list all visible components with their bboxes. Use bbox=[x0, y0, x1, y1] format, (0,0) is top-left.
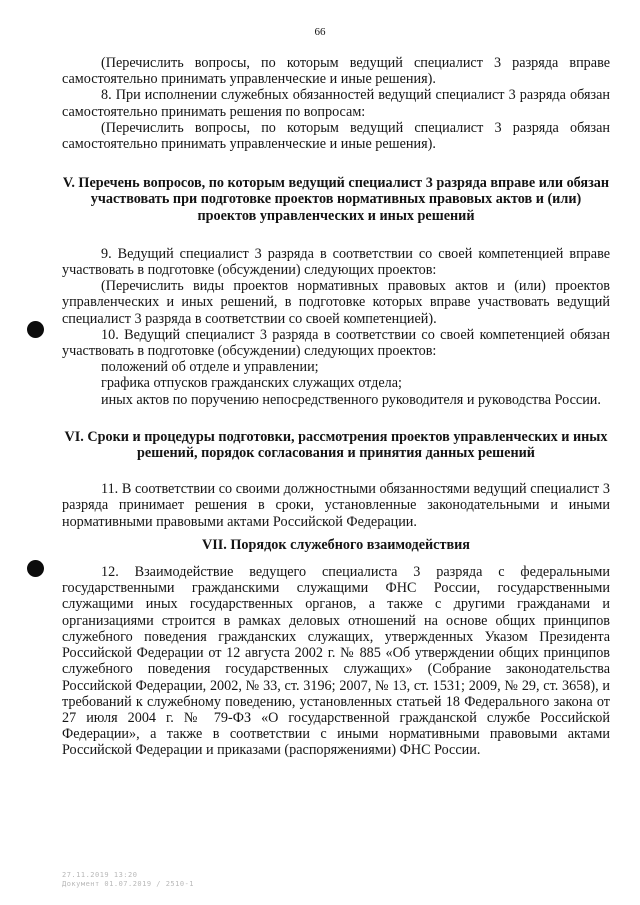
paragraph-enumerate-duties: (Перечислить вопросы, по которым ведущий специалист 3 разряда обязан самостоятельно принимать управленческие и иные решения). bbox=[62, 119, 610, 153]
scan-document-id: Документ 01.07.2019 / 2510-1 bbox=[62, 880, 195, 888]
section-heading-vii: VII. Порядок служебного взаимодействия bbox=[202, 536, 470, 553]
binder-hole-mark-upper bbox=[27, 321, 44, 338]
binder-hole-mark-lower bbox=[27, 560, 44, 577]
paragraph-11: 11. В соответствии со своими должностными обязанностями ведущий специалист 3 разряда принимает решения в сроки, установленные законодательными и иными нормативными правовыми актами Российской Федерации. bbox=[62, 481, 610, 530]
list-item-regulations: положений об отделе и управлении; bbox=[101, 359, 319, 376]
page-number: 66 bbox=[314, 26, 326, 38]
list-item-vacation-schedule: графика отпусков гражданских служащих отдела; bbox=[101, 375, 402, 392]
paragraph-12: 12. Взаимодействие ведущего специалиста 3 разряда с федеральными государственными гражданскими служащими ФНС России, государственными служащими иных государственных органов, а также с другими гражданами и организациями строится в рамках деловых отношений на основе общих принципов служебного поведения гражданских служащих, утвержденных Указом Президента Российской Федерации от 12 августа 2002 г. № 885 «Об утверждении общих принципов служебного поведения государственных служащих» (Собрание законодательства Российской Федерации, 2002, № 33, ст. 3196; 2007, № 13, ст. 1531; 2009, № 29, ст. 3658), и требований к служебному поведению, установленных статьей 18 Федерального закона от 27 июля 2004 г. № 79-ФЗ «О государственной гражданской службе Российской Федерации», а также в соответствии с иными нормативными правовыми актами Российской Федерации и приказами (распоряжениями) ФНС России. bbox=[62, 564, 610, 759]
paragraph-10: 10. Ведущий специалист 3 разряда в соответствии со своей компетенцией обязан участвовать в подготовке (обсуждении) следующих проектов: bbox=[62, 326, 610, 360]
paragraph-9: 9. Ведущий специалист 3 разряда в соответствии со своей компетенцией вправе участвовать в подготовке (обсуждении) следующих проектов: bbox=[62, 245, 610, 279]
scan-timestamp: 27.11.2019 13:20 bbox=[62, 871, 138, 879]
section-heading-vi: VI. Сроки и процедуры подготовки, рассмотрения проектов управленческих и иных решений, порядок согласования и принятия данных решений bbox=[64, 428, 608, 462]
paragraph-8: 8. При исполнении служебных обязанностей ведущий специалист 3 разряда обязан самостоятельно принимать решения по вопросам: bbox=[62, 87, 610, 120]
list-item-other-acts: иных актов по поручению непосредственного руководителя и руководства России. bbox=[101, 391, 601, 408]
document-body bbox=[62, 55, 610, 759]
paragraph-enumerate-rights: (Перечислить вопросы, по которым ведущий специалист 3 разряда вправе самостоятельно принимать управленческие и иные решения). bbox=[62, 55, 610, 88]
section-heading-v: V. Перечень вопросов, по которым ведущий специалист 3 разряда вправе или обязан участвовать при подготовке проектов нормативных правовых актов и (или) проектов управленческих и иных решений bbox=[62, 175, 610, 224]
paragraph-enumerate-projects: (Перечислить виды проектов нормативных правовых актов и (или) проектов управленческих и иных решений, в подготовке которых вправе участвовать ведущий специалист 3 разряда в соответствии со своей компетенцией). bbox=[62, 278, 610, 327]
